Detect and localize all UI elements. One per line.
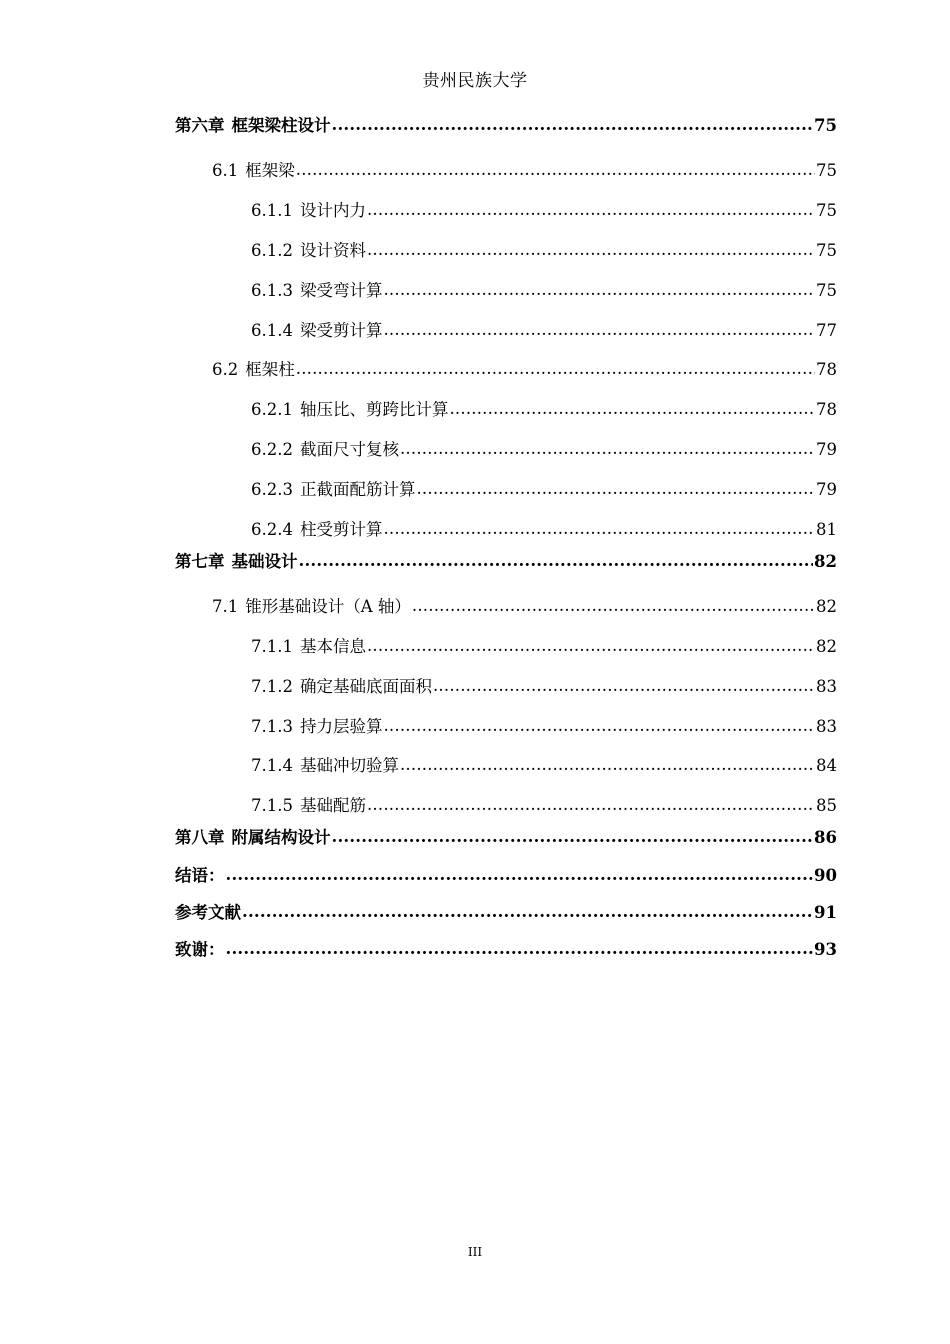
toc-entry-conclusion[interactable] xyxy=(175,866,837,886)
toc-entry-acknowledgements[interactable] xyxy=(175,940,837,960)
toc-entry-title: 梁受弯计算 xyxy=(299,281,383,300)
toc-entry-title: 持力层验算 xyxy=(299,717,383,736)
toc-entry-number: 6.2.3 xyxy=(251,480,293,499)
toc-entry-page: 75 xyxy=(816,241,837,260)
toc-entry-page: 86 xyxy=(814,828,837,847)
toc-entry-number: 6.1.3 xyxy=(251,281,293,300)
toc-entry-page: 79 xyxy=(816,440,837,459)
toc-entry-chapter-8[interactable] xyxy=(175,828,837,848)
toc-entry-6-1-4[interactable] xyxy=(251,321,837,341)
toc-entry-title: 参考文献 xyxy=(175,903,241,922)
toc-entry-page: 83 xyxy=(816,677,837,696)
toc-entry-title: 基本信息 xyxy=(299,637,366,656)
toc-entry-title: 设计资料 xyxy=(299,241,366,260)
toc-dot-leader xyxy=(242,902,813,922)
toc-entry-number: 7.1.4 xyxy=(251,756,293,775)
toc-dot-leader xyxy=(383,320,815,340)
toc-entry-page: 75 xyxy=(816,281,837,300)
toc-entry-page: 75 xyxy=(814,116,837,135)
toc-entry-7-1-4[interactable] xyxy=(251,756,837,776)
toc-entry-number: 7.1.3 xyxy=(251,717,293,736)
toc-entry-chapter-7[interactable] xyxy=(175,552,837,572)
toc-entry-page: 82 xyxy=(816,597,837,616)
toc-entry-6-2-4[interactable] xyxy=(251,520,837,540)
toc-entry-title: 结语： xyxy=(175,866,225,885)
toc-entry-number: 7.1.1 xyxy=(251,637,293,656)
toc-dot-leader xyxy=(400,755,815,775)
toc-dot-leader xyxy=(433,676,815,696)
toc-dot-leader xyxy=(367,795,815,815)
toc-dot-leader xyxy=(299,551,814,571)
toc-entry-7-1-5[interactable] xyxy=(251,796,837,816)
toc-entry-page: 83 xyxy=(816,717,837,736)
toc-entry-title: 锥形基础设计（A 轴） xyxy=(245,597,411,616)
toc-entry-page: 79 xyxy=(816,480,837,499)
toc-entry-number: 6.1.4 xyxy=(251,321,293,340)
toc-entry-title: 正截面配筋计算 xyxy=(299,480,416,499)
toc-entry-title: 框架梁柱设计 xyxy=(231,116,331,135)
toc-dot-leader xyxy=(416,479,815,499)
toc-entry-title: 柱受剪计算 xyxy=(299,520,383,539)
toc-entry-7-1-1[interactable] xyxy=(251,637,837,657)
toc-dot-leader xyxy=(332,115,814,135)
toc-entry-page: 82 xyxy=(816,637,837,656)
toc-entry-7-1-3[interactable] xyxy=(251,717,837,737)
toc-entry-title: 框架梁 xyxy=(245,161,295,180)
toc-entry-title: 轴压比、剪跨比计算 xyxy=(299,400,449,419)
toc-dot-leader xyxy=(332,827,814,847)
toc-entry-7-1[interactable] xyxy=(212,597,837,617)
toc-entry-title: 致谢： xyxy=(175,940,225,959)
toc-dot-leader xyxy=(412,596,815,616)
toc-entry-number: 6.2.1 xyxy=(251,400,293,419)
toc-entry-page: 84 xyxy=(816,756,837,775)
toc-entry-number: 7.1 xyxy=(212,597,239,616)
toc-entry-number: 6.1 xyxy=(212,161,239,180)
toc-entry-6-2-2[interactable] xyxy=(251,440,837,460)
toc-dot-leader xyxy=(383,280,815,300)
toc-dot-leader xyxy=(383,519,815,539)
toc-entry-number: 第六章 xyxy=(175,116,225,135)
toc-entry-page: 75 xyxy=(816,161,837,180)
toc-entry-title: 框架柱 xyxy=(245,360,295,379)
toc-entry-6-2[interactable] xyxy=(212,360,837,380)
toc-entry-number: 6.2.4 xyxy=(251,520,293,539)
toc-dot-leader xyxy=(226,865,814,885)
toc-dot-leader xyxy=(296,160,815,180)
toc-entry-number: 6.2 xyxy=(212,360,239,379)
toc-entry-number: 第七章 xyxy=(175,552,225,571)
toc-entry-page: 81 xyxy=(816,520,837,539)
toc-dot-leader xyxy=(226,939,814,959)
toc-entry-6-2-3[interactable] xyxy=(251,480,837,500)
toc-entry-number: 第八章 xyxy=(175,828,225,847)
toc-dot-leader xyxy=(400,439,815,459)
toc-entry-title: 附属结构设计 xyxy=(231,828,331,847)
toc-entry-6-1-2[interactable] xyxy=(251,241,837,261)
toc-entry-page: 85 xyxy=(816,796,837,815)
toc-entry-title: 基础设计 xyxy=(231,552,298,571)
toc-entry-page: 75 xyxy=(816,201,837,220)
toc-entry-title: 截面尺寸复核 xyxy=(299,440,399,459)
toc-entry-6-1-1[interactable] xyxy=(251,201,837,221)
toc-entry-title: 基础冲切验算 xyxy=(299,756,399,775)
toc-entry-page: 78 xyxy=(816,400,837,419)
toc-entry-7-1-2[interactable] xyxy=(251,677,837,697)
toc-entry-chapter-6[interactable] xyxy=(175,116,837,136)
toc-entry-title: 基础配筋 xyxy=(299,796,366,815)
toc-dot-leader xyxy=(367,636,815,656)
toc-entry-6-1-3[interactable] xyxy=(251,281,837,301)
toc-entry-title: 确定基础底面面积 xyxy=(299,677,432,696)
toc-dot-leader xyxy=(383,716,815,736)
toc-entry-title: 设计内力 xyxy=(299,201,366,220)
toc-entry-number: 6.1.1 xyxy=(251,201,293,220)
toc-entry-page: 93 xyxy=(814,940,837,959)
toc-entry-title: 梁受剪计算 xyxy=(299,321,383,340)
toc-entry-number: 7.1.2 xyxy=(251,677,293,696)
toc-entry-number: 6.2.2 xyxy=(251,440,293,459)
toc-entry-page: 77 xyxy=(816,321,837,340)
toc-dot-leader xyxy=(367,200,815,220)
page-header-title: 贵州民族大学 xyxy=(422,71,528,91)
toc-dot-leader xyxy=(367,240,815,260)
toc-entry-references[interactable] xyxy=(175,903,837,923)
toc-entry-number: 6.1.2 xyxy=(251,241,293,260)
toc-entry-6-2-1[interactable] xyxy=(251,400,837,420)
toc-entry-page: 78 xyxy=(816,360,837,379)
toc-entry-6-1[interactable] xyxy=(212,161,837,181)
toc-entry-page: 82 xyxy=(814,552,837,571)
toc-dot-leader xyxy=(296,359,815,379)
toc-entry-page: 90 xyxy=(814,866,837,885)
toc-entry-number: 7.1.5 xyxy=(251,796,293,815)
page-number: III xyxy=(467,1245,483,1259)
toc-entry-page: 91 xyxy=(814,903,837,922)
toc-dot-leader xyxy=(449,399,815,419)
